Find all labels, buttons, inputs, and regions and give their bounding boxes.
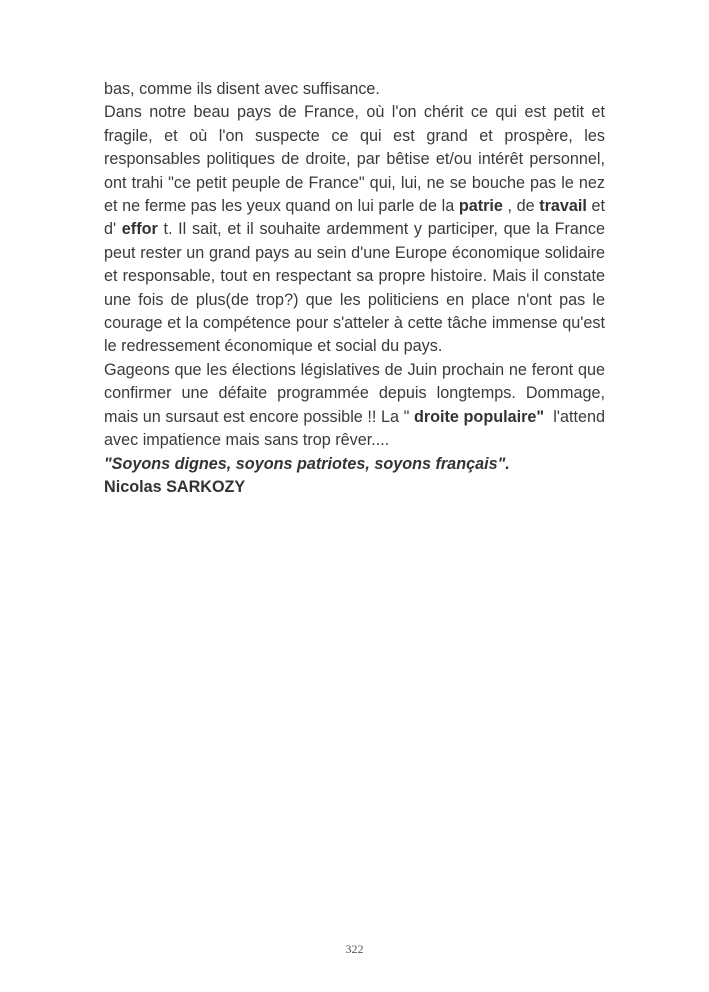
author-signature: Nicolas SARKOZY [104, 477, 246, 496]
paragraph-3 [104, 359, 605, 453]
text-fragment: et [586, 197, 606, 216]
text-line: Dans notre beau pays de France, où l'on chérit ce qui est petit et [104, 103, 605, 122]
text-line: avec impatience mais sans trop rêver.... [104, 431, 390, 450]
text-fragment: , de [502, 197, 540, 216]
text-line: peut rester un grand pays au sein d'une Europe économique solidaire [104, 243, 605, 262]
text-line: responsables politiques de droite, par bêtise et/ou intérêt personnel, [104, 150, 605, 169]
paragraph-2 [104, 101, 605, 358]
text-line: une fois de plus(de trop?) que les politiciens en place n'ont pas le [104, 290, 605, 309]
text-fragment: et ne ferme pas les yeux quand on lui parle de la [104, 197, 459, 216]
text-fragment: mais un sursaut est encore possible !! La " [104, 407, 414, 426]
text-line: ont trahi "ce petit peuple de France" qui, lui, ne se bouche pas le nez [104, 173, 605, 192]
bold-phrase-droite-populaire: droite populaire" [413, 407, 545, 426]
bold-word-patrie: patrie [458, 197, 503, 216]
text-line: confirmer une défaite programmée depuis longtemps. Dommage, [104, 384, 605, 403]
closing-quote: "Soyons dignes, soyons patriotes, soyons français". [104, 454, 510, 473]
text-fragment: t. Il sait, et il souhaite ardemment y participer, que la France [157, 220, 605, 239]
text-fragment: d' [104, 220, 122, 239]
text-line: Gageons que les élections législatives de Juin prochain ne feront que [104, 360, 605, 379]
text-line [104, 406, 605, 429]
text-line: courage et la compétence pour s'atteler à cette tâche immense qu'est [104, 314, 605, 333]
text-line: fragile, et où l'on suspecte ce qui est grand et prospère, les [104, 126, 605, 145]
paragraph-1 [104, 78, 605, 101]
text-fragment: l'attend [544, 407, 605, 426]
page-body [104, 78, 605, 499]
page-number: 322 [345, 942, 364, 956]
bold-word-travail: travail [539, 197, 587, 216]
text-line: le redressement économique et social du pays. [104, 337, 443, 356]
text-line [104, 195, 605, 218]
bold-word-effor: effor [121, 220, 158, 239]
text-line [104, 218, 605, 241]
text-line: et responsable, tout en respectant sa propre histoire. Mais il constate [104, 267, 605, 286]
text-line: bas, comme ils disent avec suffisance. [104, 80, 380, 98]
